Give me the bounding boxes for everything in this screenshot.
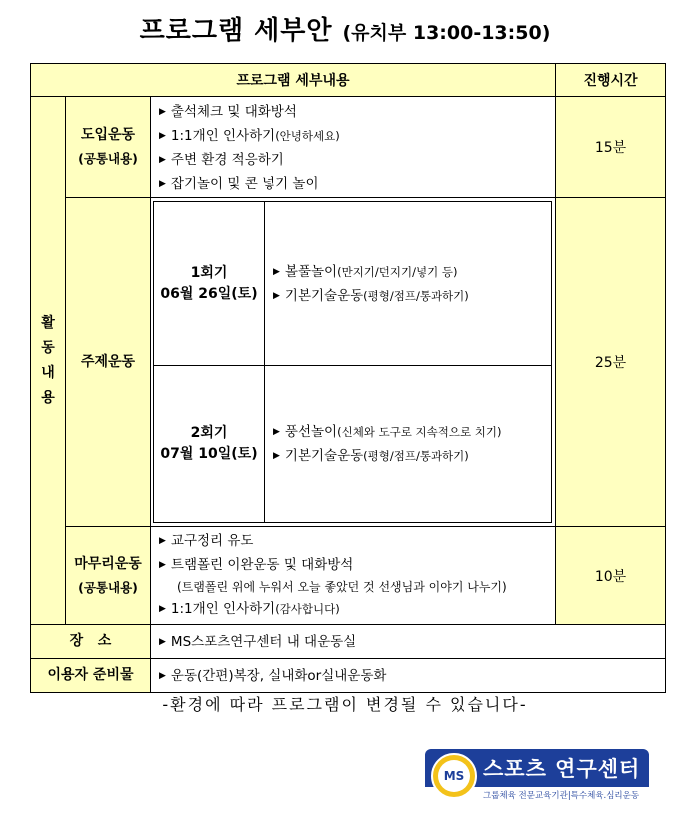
header-content <box>30 63 556 97</box>
intro-time <box>555 96 666 198</box>
bullet-icon: ▶ <box>159 670 166 681</box>
main-time-value: 25분 <box>594 355 627 371</box>
activity-char: 동 <box>41 339 55 356</box>
bullet-icon: ▶ <box>273 451 280 461</box>
closing-label-cell <box>65 526 151 625</box>
title-main: 프로그램 세부안 <box>139 16 333 46</box>
prep-item: ▶ 운동(간편)복장, 실내화or실내운동화 <box>159 667 387 684</box>
closing-time <box>555 526 666 625</box>
place-item: ▶ MS스포츠연구센터 내 대운동실 <box>159 633 357 650</box>
sports-center-logo <box>425 749 649 805</box>
bullet-icon: ▶ <box>273 266 280 277</box>
session-item: ▶ 기본기술운동(평형/점프/통과하기) <box>273 448 469 464</box>
closing-sublabel: (공통내용) <box>78 579 138 595</box>
intro-sublabel: (공통내용) <box>78 151 138 166</box>
session-1-content <box>264 201 552 366</box>
session-date: 06월 26일(토) <box>160 285 258 302</box>
change-notice: -환경에 따라 프로그램이 변경될 수 있습니다- <box>162 695 528 714</box>
session-date: 07월 10일(토) <box>160 446 258 462</box>
bullet-icon: ▶ <box>159 560 166 570</box>
bullet-icon: ▶ <box>159 604 166 614</box>
bullet-icon: ▶ <box>159 536 166 546</box>
prep-value-cell <box>150 658 666 693</box>
intro-content <box>150 96 556 198</box>
title-sub: (유치부 13:00-13:50) <box>342 22 551 44</box>
prep-label: 이용자 준비물 <box>47 667 134 683</box>
place-label-cell <box>30 624 151 659</box>
session-name: 1회기 <box>190 264 228 281</box>
intro-label: 도입운동 <box>80 127 136 143</box>
bullet-icon: ▶ <box>159 155 166 165</box>
session-2-content <box>264 365 552 523</box>
closing-time-value: 10분 <box>594 568 627 585</box>
session-item: ▶ 기본기술운동(평형/점프/통과하기) <box>273 287 469 304</box>
intro-label-cell <box>65 96 151 198</box>
bullet-icon: ▶ <box>159 107 166 117</box>
closing-content <box>150 526 556 625</box>
logo-badge: MS <box>438 760 470 792</box>
ms-emblem-icon <box>431 753 477 799</box>
session-2-cell <box>153 365 265 523</box>
closing-label: 마무리운동 <box>74 555 142 572</box>
closing-detail: (트램폴린 위에 누워서 오늘 좋았던 것 선생님과 이야기 나누기) <box>177 580 507 594</box>
closing-item: ▶ 트램폴린 이완운동 및 대화방석 <box>159 557 354 573</box>
page-title <box>0 10 690 47</box>
session-1-cell <box>153 201 265 366</box>
main-label-cell <box>65 197 151 527</box>
main-label: 주제운동 <box>80 353 136 370</box>
intro-item: ▶ 주변 환경 적응하기 <box>159 152 284 168</box>
main-time <box>555 197 666 527</box>
session-item: ▶ 풍선놀이(신체와 도구로 지속적으로 치기) <box>273 424 502 440</box>
bullet-icon: ▶ <box>159 131 166 141</box>
header-content-label: 프로그램 세부내용 <box>236 73 350 89</box>
bullet-icon: ▶ <box>159 636 166 647</box>
logo-name: 스포츠 연구센터 <box>483 757 641 781</box>
session-item: ▶ 볼풀놀이(만지기/던지기/넣기 등) <box>273 263 458 280</box>
closing-item: ▶ 1:1개인 인사하기(감사합니다) <box>159 601 340 617</box>
intro-item: ▶ 1:1개인 인사하기(안녕하세요) <box>159 128 340 144</box>
place-label: 장 소 <box>69 633 112 649</box>
intro-time-value: 15분 <box>594 140 627 156</box>
logo-tagline: 그룹체육 전문교육기관|특수체육.심리운동 <box>483 791 640 801</box>
prep-label-cell <box>30 658 151 693</box>
intro-item: ▶ 잡기놀이 및 콘 넣기 놀이 <box>159 176 319 192</box>
bullet-icon: ▶ <box>273 427 280 437</box>
session-name: 2회기 <box>190 425 228 441</box>
header-time <box>555 63 666 97</box>
bullet-icon: ▶ <box>159 179 166 189</box>
activity-char: 내 <box>41 364 55 381</box>
bullet-icon: ▶ <box>273 290 280 301</box>
closing-item: ▶ 교구정리 유도 <box>159 533 254 549</box>
activity-label <box>30 96 66 625</box>
place-value-cell <box>150 624 666 659</box>
intro-item: ▶ 출석체크 및 대화방석 <box>159 104 297 120</box>
activity-char: 용 <box>41 389 55 406</box>
activity-char: 활 <box>41 314 55 331</box>
header-time-label: 진행시간 <box>583 73 638 89</box>
